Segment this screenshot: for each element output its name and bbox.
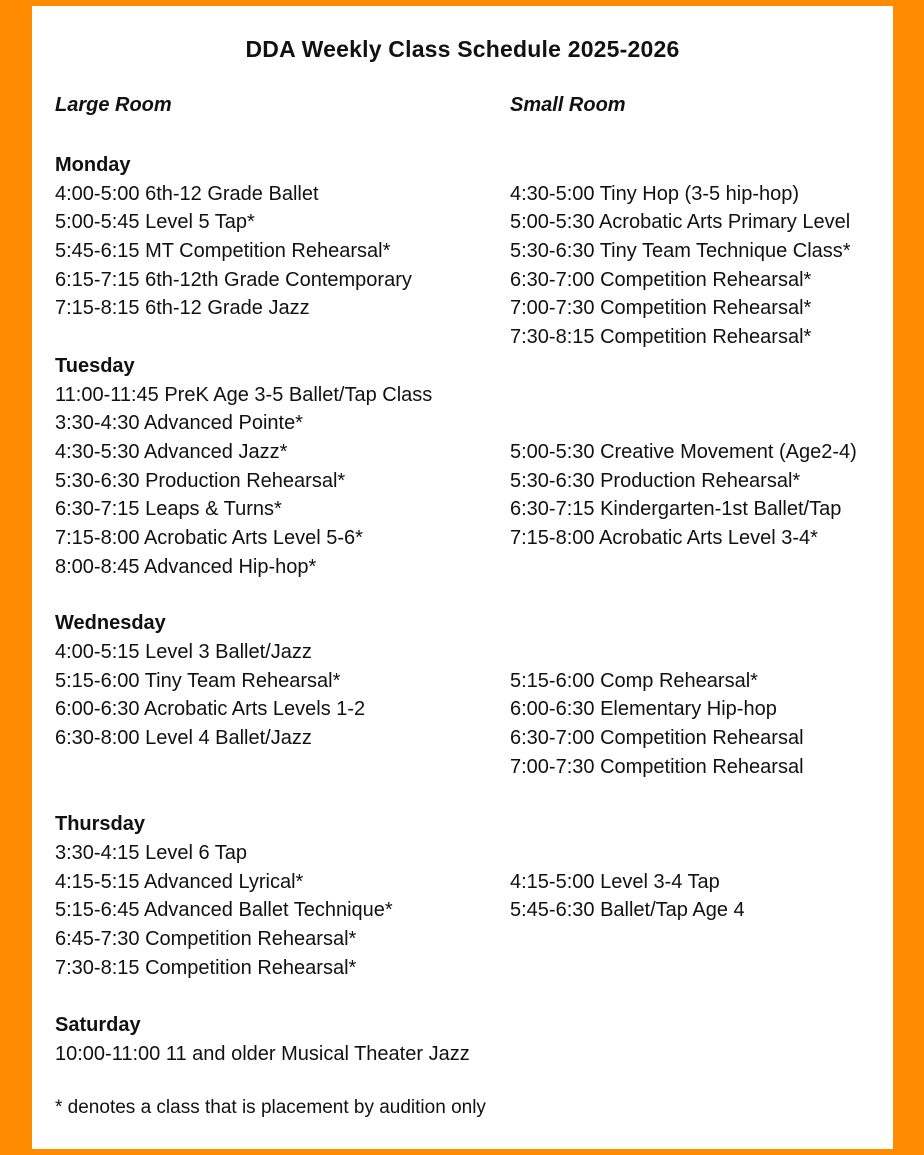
list-item: 4:00-5:15 Level 3 Ballet/Jazz: [55, 641, 312, 663]
list-item: 3:30-4:30 Advanced Pointe*: [55, 412, 303, 434]
list-item: 5:15-6:00 Comp Rehearsal*: [510, 670, 758, 692]
list-item: 4:15-5:00 Level 3-4 Tap: [510, 871, 720, 893]
list-item: 6:30-8:00 Level 4 Ballet/Jazz: [55, 727, 312, 749]
list-item: 5:30-6:30 Production Rehearsal*: [55, 470, 346, 492]
list-item: 6:45-7:30 Competition Rehearsal*: [55, 928, 357, 950]
list-item: 6:00-6:30 Acrobatic Arts Levels 1-2: [55, 698, 366, 720]
small-room-heading: Small Room: [510, 94, 626, 116]
list-item: 6:00-6:30 Elementary Hip-hop: [510, 698, 777, 720]
list-item: 3:30-4:15 Level 6 Tap: [55, 842, 248, 864]
page-title: DDA Weekly Class Schedule 2025-2026: [245, 36, 680, 62]
list-item: 8:00-8:45 Advanced Hip-hop*: [55, 556, 317, 578]
list-item: 5:00-5:30 Acrobatic Arts Primary Level: [510, 211, 851, 233]
schedule-sheet: [32, 6, 893, 1149]
list-item: 5:30-6:30 Tiny Team Technique Class*: [510, 240, 851, 262]
list-item: 4:30-5:00 Tiny Hop (3-5 hip-hop): [510, 183, 800, 205]
footnote: * denotes a class that is placement by audition only: [55, 1097, 486, 1118]
list-item: 6:30-7:00 Competition Rehearsal*: [510, 269, 812, 291]
list-item: 6:30-7:00 Competition Rehearsal: [510, 727, 804, 749]
list-item: 6:30-7:15 Leaps & Turns*: [55, 498, 282, 520]
list-item: 11:00-11:45 PreK Age 3-5 Ballet/Tap Class: [55, 384, 433, 406]
day-heading-monday: Monday: [55, 154, 131, 176]
list-item: 5:45-6:15 MT Competition Rehearsal*: [55, 240, 391, 262]
list-item: 5:15-6:45 Advanced Ballet Technique*: [55, 899, 393, 921]
list-item: 7:15-8:00 Acrobatic Arts Level 3-4*: [510, 527, 818, 549]
list-item: 4:30-5:30 Advanced Jazz*: [55, 441, 288, 463]
list-item: 5:30-6:30 Production Rehearsal*: [510, 470, 801, 492]
list-item: 6:15-7:15 6th-12th Grade Contemporary: [55, 269, 412, 291]
list-item: 10:00-11:00 11 and older Musical Theater Jazz: [55, 1043, 470, 1065]
list-item: 7:00-7:30 Competition Rehearsal: [510, 756, 804, 778]
list-item: 7:30-8:15 Competition Rehearsal*: [55, 957, 357, 979]
day-heading-tuesday: Tuesday: [55, 355, 135, 377]
day-heading-wednesday: Wednesday: [55, 612, 166, 634]
list-item: 4:15-5:15 Advanced Lyrical*: [55, 871, 304, 893]
list-item: 7:30-8:15 Competition Rehearsal*: [510, 326, 812, 348]
list-item: 5:00-5:45 Level 5 Tap*: [55, 211, 255, 233]
list-item: 5:15-6:00 Tiny Team Rehearsal*: [55, 670, 341, 692]
list-item: 7:15-8:00 Acrobatic Arts Level 5-6*: [55, 527, 363, 549]
day-heading-thursday: Thursday: [55, 813, 146, 835]
list-item: 7:15-8:15 6th-12 Grade Jazz: [55, 297, 310, 319]
large-room-heading: Large Room: [55, 94, 172, 116]
list-item: 4:00-5:00 6th-12 Grade Ballet: [55, 183, 319, 205]
list-item: 5:00-5:30 Creative Movement (Age2-4): [510, 441, 857, 463]
day-heading-saturday: Saturday: [55, 1014, 141, 1036]
list-item: 7:00-7:30 Competition Rehearsal*: [510, 297, 812, 319]
list-item: 5:45-6:30 Ballet/Tap Age 4: [510, 899, 745, 921]
list-item: 6:30-7:15 Kindergarten-1st Ballet/Tap: [510, 498, 842, 520]
